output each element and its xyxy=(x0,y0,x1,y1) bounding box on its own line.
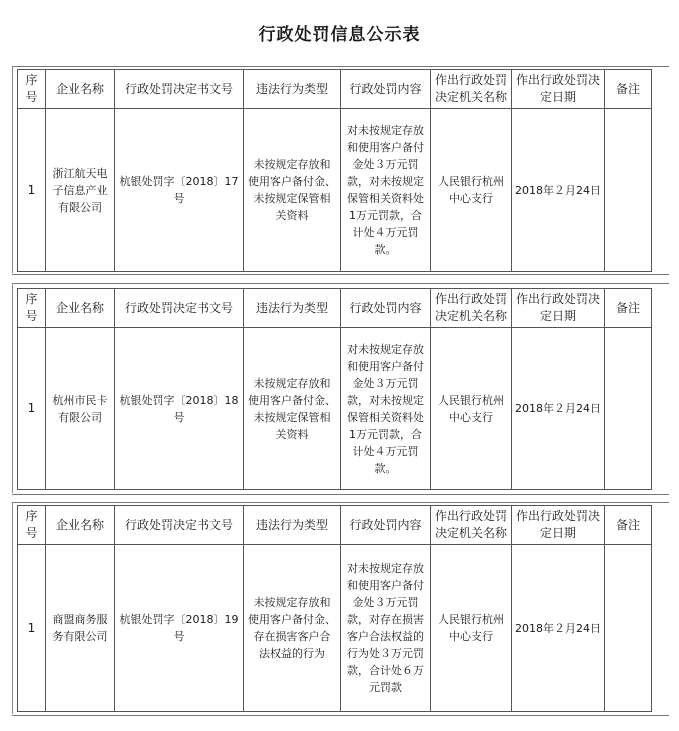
header-content: 行政处罚内容 xyxy=(341,70,431,109)
header-date: 作出行政处罚决定日期 xyxy=(512,70,605,109)
cell-content: 对未按规定存放 和使用客户备付 金处３万元罚 款，对未按规定 保管相关资料处 1万元罚款，合 计处４万元罚 款。 xyxy=(341,328,431,490)
cell-content: 对未按规定存放 和使用客户备付 金处３万元罚 款，对未按规定 保管相关资料处 1万元罚款，合 计处４万元罚 款。 xyxy=(341,109,431,272)
cell-violation: 未按规定存放和 使用客户备付金、 存在损害客户合 法权益的行为 xyxy=(244,545,341,712)
cell-authority: 人民银行杭州 中心支行 xyxy=(431,109,512,272)
table-header-row xyxy=(18,70,652,109)
header-violation: 违法行为类型 xyxy=(244,506,341,545)
cell-doc-no: 杭银处罚字〔2018〕19 号 xyxy=(115,545,244,712)
header-authority: 作出行政处罚决定机关名称 xyxy=(431,70,512,109)
header-company: 企业名称 xyxy=(46,506,115,545)
cell-company: 浙江航天电 子信息产业 有限公司 xyxy=(46,109,115,272)
table-row xyxy=(18,328,652,490)
cell-date: 2018年２月24日 xyxy=(512,328,605,490)
cell-authority: 人民银行杭州 中心支行 xyxy=(431,545,512,712)
header-remark: 备注 xyxy=(605,70,652,109)
header-doc-no: 行政处罚决定书文号 xyxy=(115,70,244,109)
header-company: 企业名称 xyxy=(46,289,115,328)
header-authority: 作出行政处罚决定机关名称 xyxy=(431,289,512,328)
penalty-table-1 xyxy=(17,69,652,272)
cell-date: 2018年２月24日 xyxy=(512,109,605,272)
cell-doc-no: 杭银处罚字〔2018〕17 号 xyxy=(115,109,244,272)
header-seq: 序号 xyxy=(18,70,46,109)
cell-violation: 未按规定存放和 使用客户备付金、 未按规定保管相 关资料 xyxy=(244,109,341,272)
cell-remark xyxy=(605,109,652,272)
sheet-3-left-edge xyxy=(12,502,13,714)
cell-content: 对未按规定存放 和使用客户备付 金处３万元罚 款，对存在损害 客户合法权益的 行为处３万元罚 款，合计处６万 元罚款 xyxy=(341,545,431,712)
cell-seq: 1 xyxy=(18,328,46,490)
table-row xyxy=(18,109,652,272)
cell-doc-no: 杭银处罚字〔2018〕18 号 xyxy=(115,328,244,490)
header-violation: 违法行为类型 xyxy=(244,70,341,109)
sheet-1-left-edge xyxy=(12,66,13,273)
header-content: 行政处罚内容 xyxy=(341,506,431,545)
cell-remark xyxy=(605,545,652,712)
penalty-table-3 xyxy=(17,505,652,712)
cell-seq: 1 xyxy=(18,109,46,272)
penalty-table-2 xyxy=(17,288,652,490)
header-doc-no: 行政处罚决定书文号 xyxy=(115,289,244,328)
header-date: 作出行政处罚决定日期 xyxy=(512,289,605,328)
table-row xyxy=(18,545,652,712)
cell-seq: 1 xyxy=(18,545,46,712)
cell-remark xyxy=(605,328,652,490)
cell-date: 2018年２月24日 xyxy=(512,545,605,712)
header-remark: 备注 xyxy=(605,289,652,328)
table-header-row xyxy=(18,506,652,545)
page-title: 行政处罚信息公示表 xyxy=(258,25,421,45)
sheet-2-left-edge xyxy=(12,283,13,493)
header-authority: 作出行政处罚决定机关名称 xyxy=(431,506,512,545)
header-seq: 序号 xyxy=(18,289,46,328)
header-seq: 序号 xyxy=(18,506,46,545)
cell-company: 商盟商务服 务有限公司 xyxy=(46,545,115,712)
header-doc-no: 行政处罚决定书文号 xyxy=(115,506,244,545)
header-content: 行政处罚内容 xyxy=(341,289,431,328)
cell-authority: 人民银行杭州 中心支行 xyxy=(431,328,512,490)
cell-company: 杭州市民卡 有限公司 xyxy=(46,328,115,490)
cell-violation: 未按规定存放和 使用客户备付金、 未按规定保管相 关资料 xyxy=(244,328,341,490)
header-remark: 备注 xyxy=(605,506,652,545)
header-company: 企业名称 xyxy=(46,70,115,109)
header-violation: 违法行为类型 xyxy=(244,289,341,328)
header-date: 作出行政处罚决定日期 xyxy=(512,506,605,545)
table-header-row xyxy=(18,289,652,328)
